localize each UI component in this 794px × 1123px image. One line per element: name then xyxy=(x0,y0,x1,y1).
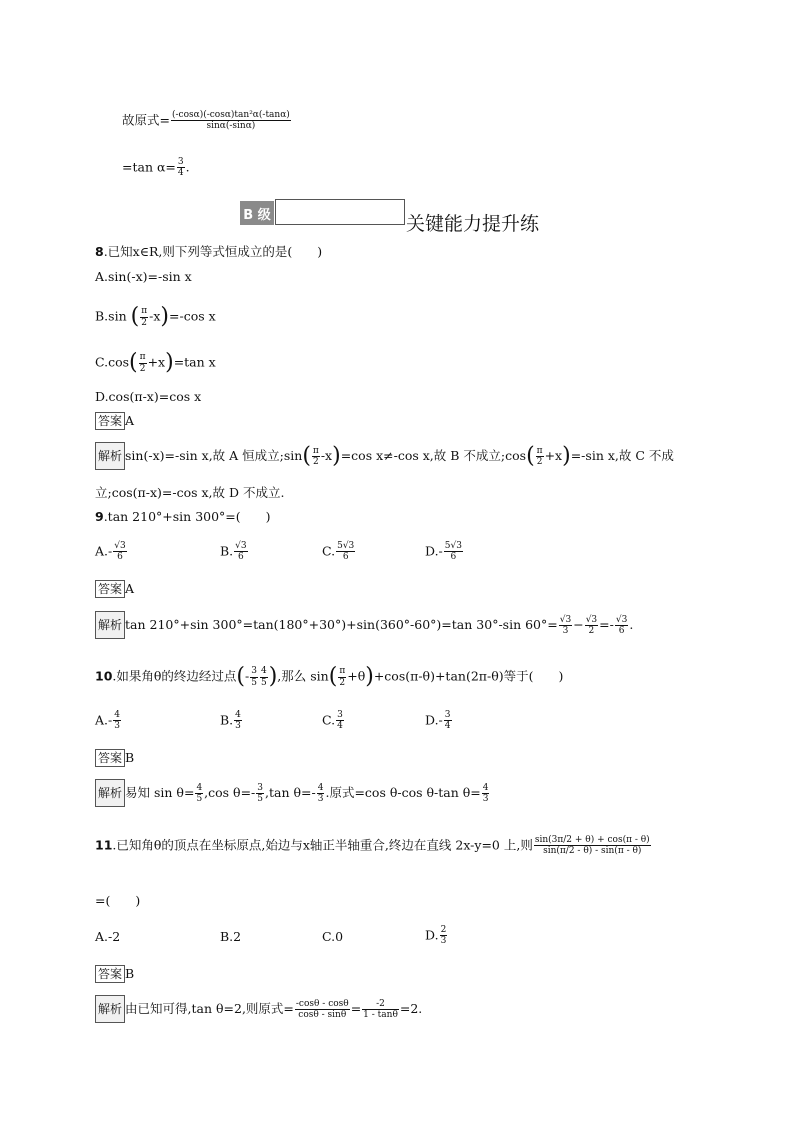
analysis-text: ,tan θ=- xyxy=(265,785,316,800)
numerator: √3 xyxy=(585,614,598,625)
q11-analysis xyxy=(95,995,422,1023)
numerator: √3 xyxy=(615,614,628,625)
paren-right: ) xyxy=(332,443,341,469)
paren-left: ( xyxy=(526,443,535,469)
prev-line-2-end: . xyxy=(185,159,190,175)
analysis-label: 解析 xyxy=(95,611,125,639)
fraction xyxy=(534,835,651,857)
q11-option-d xyxy=(425,925,448,947)
analysis-text: =2. xyxy=(399,1001,423,1016)
fraction xyxy=(260,666,268,688)
q9-stem xyxy=(95,511,271,524)
option-text: B. xyxy=(220,712,234,728)
option-text: B.sin xyxy=(95,308,127,324)
fraction xyxy=(444,541,463,563)
denominator: 2 xyxy=(339,677,346,688)
numerator: 3 xyxy=(251,666,257,677)
numerator: 4 xyxy=(235,710,241,720)
denominator: 1 - tanθ xyxy=(363,1010,398,1020)
denominator: 2 xyxy=(588,626,595,636)
numerator: π xyxy=(536,445,543,456)
q11-option-b: B.2 xyxy=(220,929,242,944)
fraction xyxy=(615,615,628,637)
analysis-text: -x xyxy=(320,448,333,463)
paren-right: ) xyxy=(165,350,174,375)
paren-right: ) xyxy=(160,304,169,329)
fraction xyxy=(171,110,291,132)
fraction xyxy=(336,710,344,732)
denominator: sinα(-sinα) xyxy=(206,121,256,132)
prev-line-1-prefix: 故原式= xyxy=(122,112,170,128)
analysis-text: =- xyxy=(599,617,614,632)
fraction xyxy=(113,710,121,732)
q8-analysis xyxy=(95,442,674,470)
q11-stem xyxy=(95,835,652,857)
denominator: 3 xyxy=(235,721,241,732)
numerator: 3 xyxy=(444,710,451,720)
section-box xyxy=(275,199,405,225)
fraction xyxy=(256,783,264,805)
question-number: 11 xyxy=(95,837,113,853)
q11-option-a: A.-2 xyxy=(95,929,121,944)
numerator: 4 xyxy=(317,782,324,793)
numerator: 3 xyxy=(177,157,184,167)
q10-option-b xyxy=(220,710,243,732)
numerator: (-cosα)(-cosα)tan²α(-tanα) xyxy=(171,110,290,120)
q8-option-c xyxy=(95,352,216,374)
denominator: 6 xyxy=(450,552,457,563)
numerator: -cosθ - cosθ xyxy=(295,998,349,1009)
option-text: C. xyxy=(322,543,336,559)
fraction xyxy=(482,783,490,805)
q9-option-a xyxy=(95,541,128,563)
numerator: sin(3π/2 + θ) + cos(π - θ) xyxy=(534,835,650,845)
question-text: ,那么 sin xyxy=(277,668,329,684)
option-text: D.- xyxy=(425,543,443,559)
fraction xyxy=(444,710,452,732)
q8-answer xyxy=(95,412,134,430)
q9-analysis xyxy=(95,611,633,639)
denominator: 6 xyxy=(342,552,349,563)
section-title: 关键能力提升练 xyxy=(406,213,540,235)
fraction xyxy=(362,999,399,1021)
denominator: sin(π/2 - θ) - sin(π - θ) xyxy=(543,846,642,857)
option-text: +x xyxy=(147,354,166,370)
numerator: 3 xyxy=(337,710,343,720)
fraction xyxy=(338,666,346,688)
answer-label: 答案 xyxy=(95,965,125,983)
paren-left: ( xyxy=(236,664,245,689)
sign: - xyxy=(245,668,250,684)
fraction xyxy=(250,666,258,688)
q9-option-d xyxy=(425,541,464,563)
paren-right: ) xyxy=(562,443,571,469)
q11-option-c: C.0 xyxy=(322,929,344,944)
fraction xyxy=(336,541,355,563)
fraction xyxy=(317,783,325,805)
option-text: A.- xyxy=(95,543,113,559)
numerator: √3 xyxy=(235,541,247,551)
fraction xyxy=(139,352,147,374)
denominator: 3 xyxy=(317,794,324,804)
q10-stem xyxy=(95,666,563,688)
numerator: 4 xyxy=(260,666,267,677)
analysis-text: sin(-x)=-sin x,故 A 恒成立;sin xyxy=(125,448,303,463)
numerator: √3 xyxy=(114,541,126,551)
numerator: 2 xyxy=(440,925,447,935)
denominator: 4 xyxy=(337,721,343,732)
denominator: 3 xyxy=(482,794,489,804)
paren-left: ( xyxy=(328,664,338,689)
denominator: cosθ - sinθ xyxy=(298,1010,347,1020)
analysis-text: tan 210°+sin 300°=tan(180°+30°)+sin(360°-60°)=tan 30°-sin 60°= xyxy=(125,617,558,632)
option-text: B. xyxy=(220,543,234,559)
numerator: π xyxy=(139,352,146,363)
fraction xyxy=(140,306,148,328)
analysis-text: .原式=cos θ-cos θ-tan θ= xyxy=(325,785,481,800)
question-number: 9 xyxy=(95,509,104,524)
q8-stem xyxy=(95,246,322,259)
denominator: 6 xyxy=(117,552,123,563)
q11-answer xyxy=(95,965,134,983)
question-text: .已知x∈R,则下列等式恒成立的是( ) xyxy=(103,244,323,259)
option-text: D.- xyxy=(425,712,443,728)
answer-label: 答案 xyxy=(95,749,125,767)
fraction xyxy=(234,541,247,563)
option-text: C. xyxy=(322,712,336,728)
denominator: 2 xyxy=(141,317,148,328)
numerator: π xyxy=(141,306,148,317)
analysis-text: =cos x≠-cos x,故 B 不成立;cos xyxy=(340,448,527,463)
numerator: 4 xyxy=(114,710,120,720)
analysis-text: +x xyxy=(544,448,563,463)
prev-line-2 xyxy=(122,157,190,179)
numerator: 5√3 xyxy=(337,541,355,551)
question-text: .已知角θ的顶点在坐标原点,始边与x轴正半轴重合,终边在直线 2x-y=0 上,则 xyxy=(112,837,533,853)
q10-answer xyxy=(95,749,134,767)
paren-left: ( xyxy=(130,304,140,329)
analysis-text: =-sin x,故 C 不成 xyxy=(570,448,674,463)
denominator: 3 xyxy=(562,626,569,636)
analysis-text: = xyxy=(350,1001,362,1016)
numerator: 3 xyxy=(257,782,264,793)
denominator: 4 xyxy=(444,721,451,732)
denominator: 5 xyxy=(251,677,257,688)
answer-label: 答案 xyxy=(95,412,125,430)
analysis-text: 易知 sin θ= xyxy=(125,785,195,800)
fraction xyxy=(559,615,572,637)
prev-line-1 xyxy=(122,110,292,132)
question-number: 8 xyxy=(95,244,104,259)
option-text: =tan x xyxy=(173,354,216,370)
analysis-text: . xyxy=(629,617,634,632)
fraction xyxy=(585,615,598,637)
q8-analysis-cont: 立;cos(π-x)=-cos x,故 D 不成立. xyxy=(95,485,285,500)
q9-option-c xyxy=(322,541,356,563)
q9-answer xyxy=(95,580,134,598)
denominator: 3 xyxy=(440,936,447,947)
denominator: 5 xyxy=(260,677,267,688)
analysis-text: 由已知可得,tan θ=2,则原式= xyxy=(125,1001,294,1016)
q10-option-a xyxy=(95,710,122,732)
answer-value: B xyxy=(125,750,135,765)
numerator: -2 xyxy=(362,999,399,1010)
analysis-label: 解析 xyxy=(95,779,125,807)
question-text: +cos(π-θ)+tan(2π-θ)等于( ) xyxy=(373,668,564,684)
section-badge: B 级 xyxy=(240,201,274,225)
denominator: 3 xyxy=(114,721,120,732)
q8-option-d: D.cos(π-x)=cos x xyxy=(95,389,202,404)
fraction xyxy=(440,925,448,947)
prev-line-2-text: =tan α= xyxy=(122,159,176,175)
numerator: √3 xyxy=(559,614,572,625)
analysis-label: 解析 xyxy=(95,442,125,470)
q9-option-b xyxy=(220,541,249,563)
fraction xyxy=(177,157,185,179)
denominator: 6 xyxy=(618,626,625,636)
question-text: +θ xyxy=(347,668,366,684)
option-text: A.- xyxy=(95,712,113,728)
answer-value: A xyxy=(125,413,135,428)
denominator: 4 xyxy=(177,168,184,179)
paren-left: ( xyxy=(302,443,311,469)
paren-left: ( xyxy=(129,350,138,375)
answer-value: A xyxy=(125,581,135,596)
denominator: 2 xyxy=(139,363,146,374)
denominator: 2 xyxy=(313,457,319,467)
answer-label: 答案 xyxy=(95,580,125,598)
paren-right: ) xyxy=(268,664,278,689)
q10-option-c xyxy=(322,710,345,732)
numerator: 5√3 xyxy=(444,541,462,551)
analysis-text: ,cos θ=- xyxy=(204,785,256,800)
denominator: 5 xyxy=(257,794,264,804)
numerator: π xyxy=(312,445,319,456)
analysis-label: 解析 xyxy=(95,995,125,1023)
q10-option-d xyxy=(425,710,453,732)
option-text: D. xyxy=(425,927,439,943)
paren-right: ) xyxy=(365,664,374,689)
fraction xyxy=(536,446,544,468)
numerator: 4 xyxy=(196,782,203,793)
numerator: 4 xyxy=(482,782,489,793)
fraction xyxy=(195,783,203,805)
fraction xyxy=(234,710,242,732)
denominator: 5 xyxy=(196,794,203,804)
analysis-text: − xyxy=(573,617,584,632)
option-text: -x xyxy=(149,308,161,324)
fraction xyxy=(295,999,350,1021)
fraction xyxy=(312,446,320,468)
fraction xyxy=(113,541,126,563)
answer-value: B xyxy=(125,966,135,981)
option-text: C.cos xyxy=(95,354,130,370)
denominator: 2 xyxy=(536,457,543,467)
denominator: 6 xyxy=(238,552,244,563)
q11-stem-cont: =( ) xyxy=(95,893,141,908)
question-number: 10 xyxy=(95,668,113,684)
numerator: π xyxy=(339,666,346,677)
q10-analysis xyxy=(95,779,490,807)
q8-option-b xyxy=(95,306,216,328)
question-text: .tan 210°+sin 300°=( ) xyxy=(103,509,271,524)
option-text: =-cos x xyxy=(169,308,216,324)
question-text: .如果角θ的终边经过点 xyxy=(112,668,237,684)
q8-option-a: A.sin(-x)=-sin x xyxy=(95,269,192,284)
